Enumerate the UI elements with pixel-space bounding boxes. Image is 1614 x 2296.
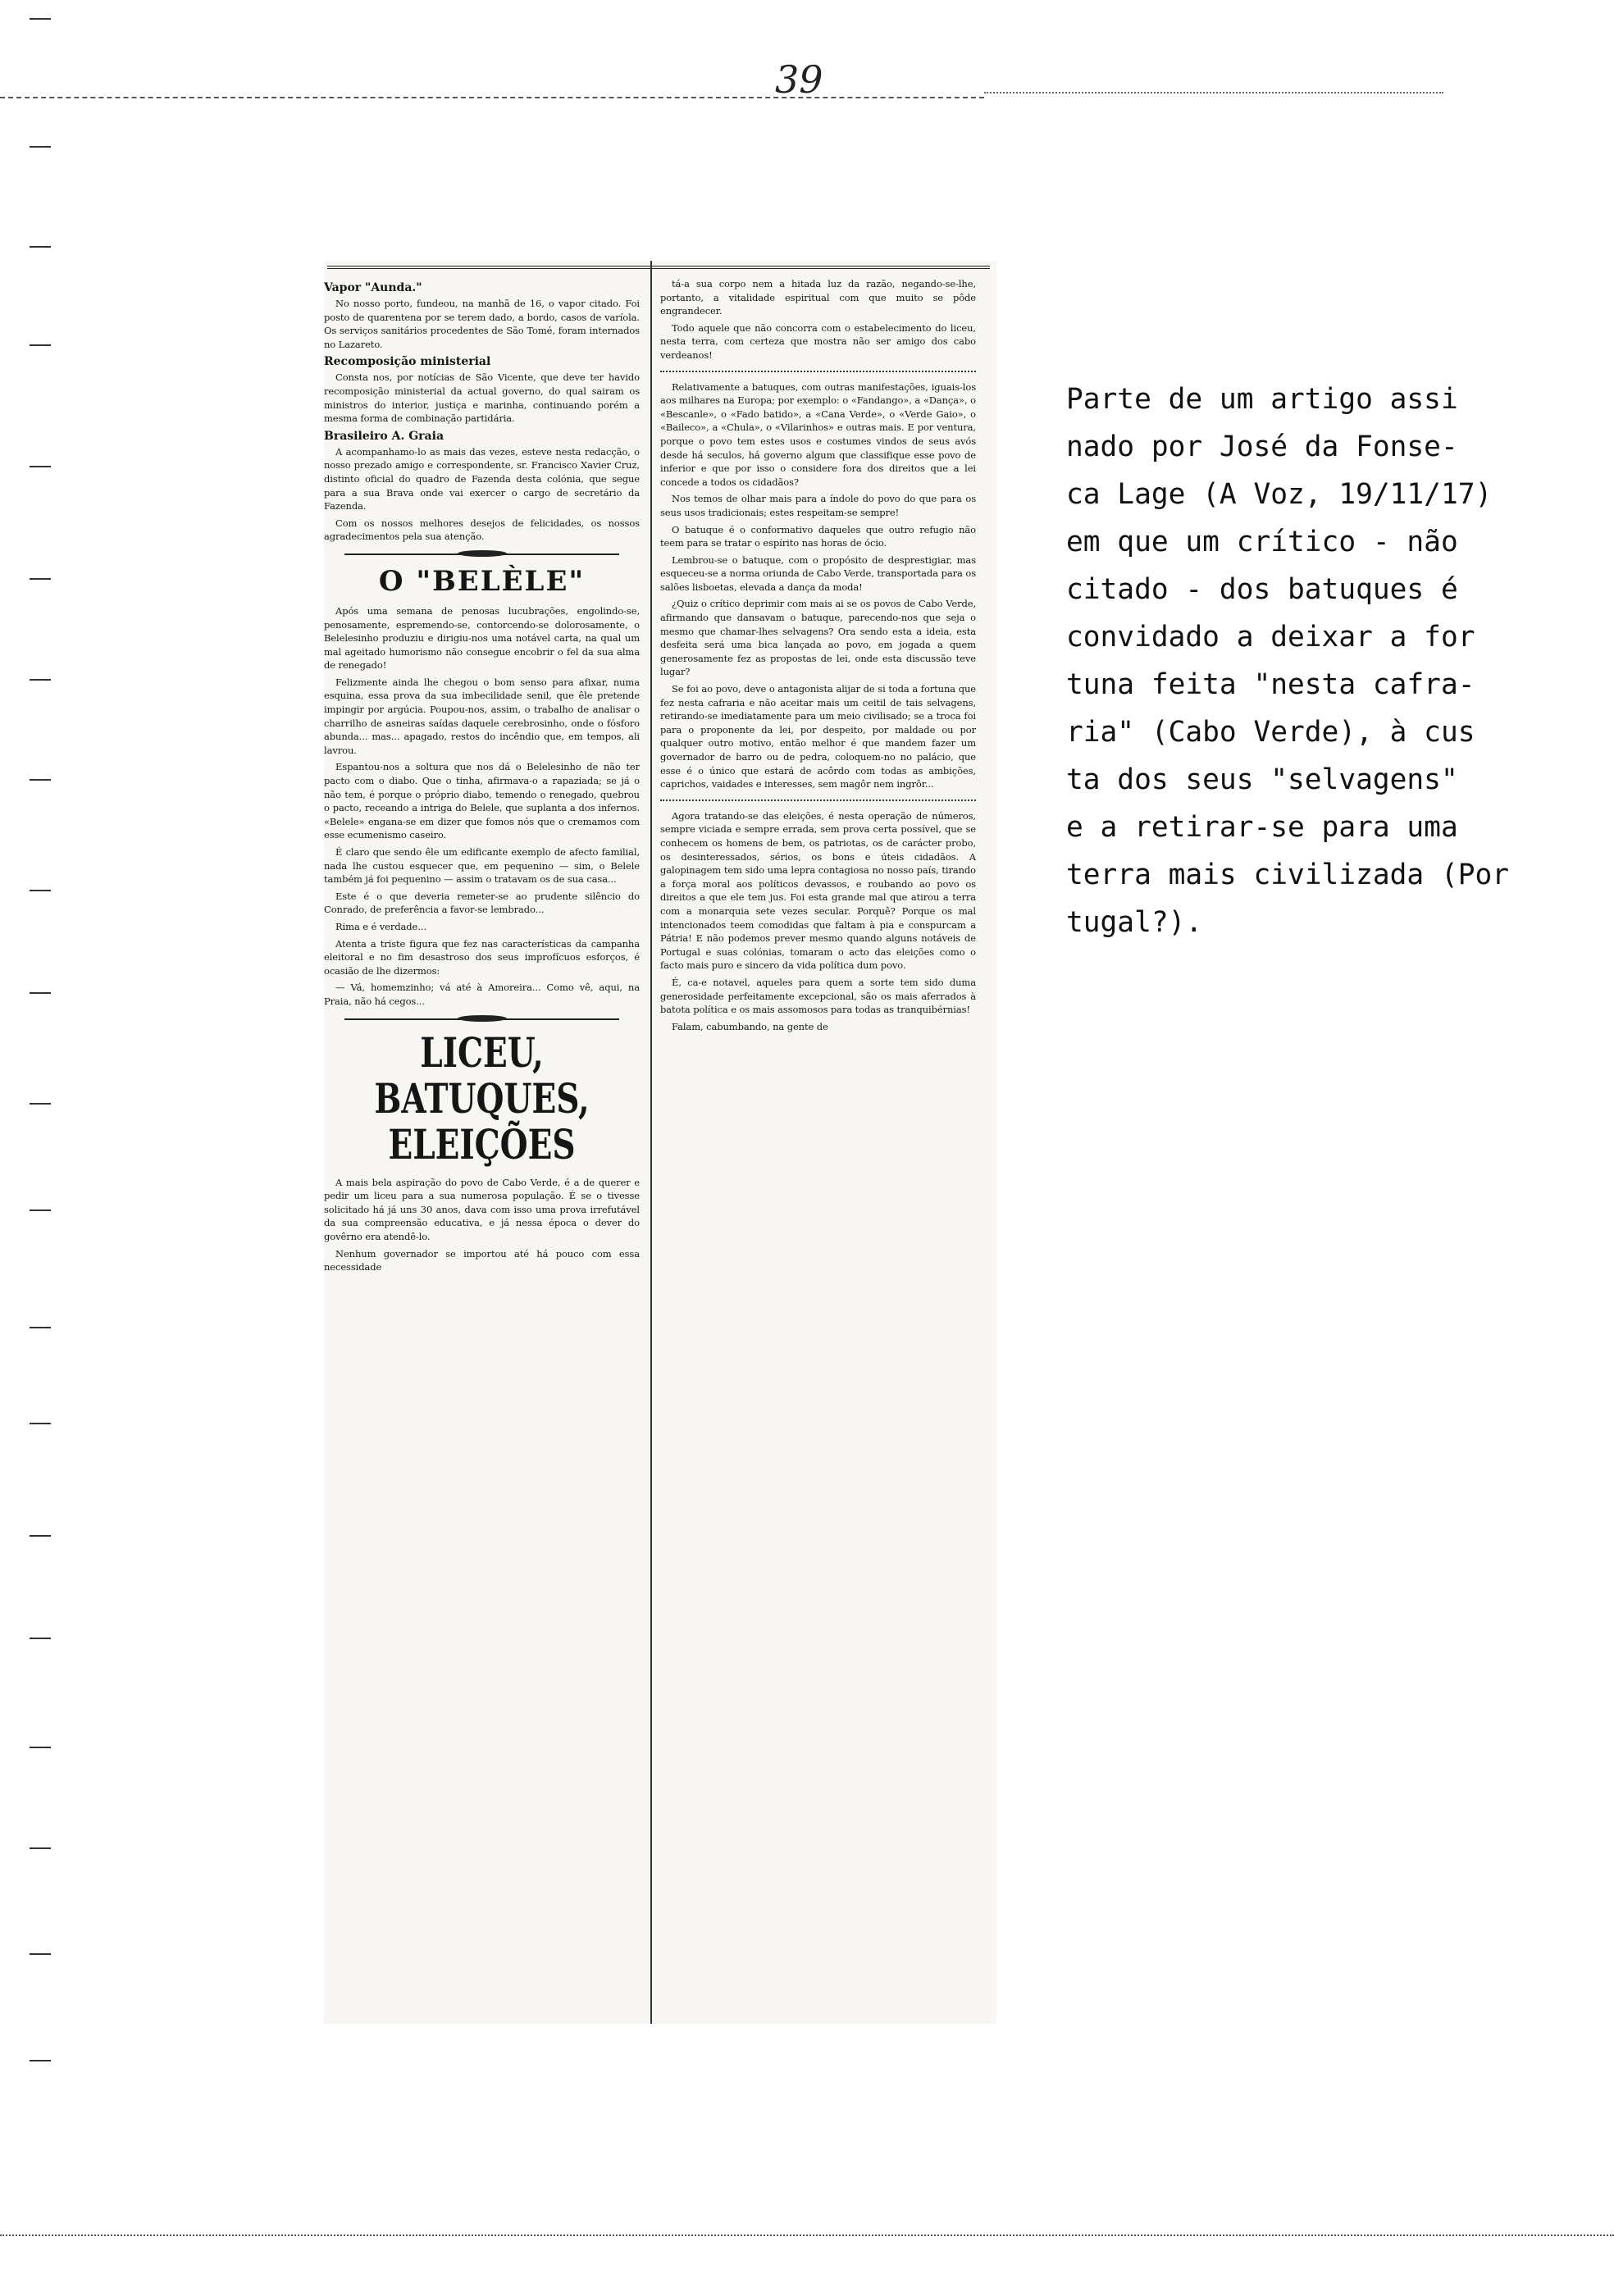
annotation-line: ta dos seus "selvagens" [1066, 763, 1458, 796]
annotation-line: tuna feita "nesta cafra- [1066, 668, 1475, 701]
article-paragraph: Lembrou-se o batuque, com o propósito de desprestigiar, mas esqueceu-se a norma oriunda de Cabo Verde, transportada para os salões lisboetas, elevada a dança da moda! [660, 554, 976, 593]
annotation-line: e a retirar-se para uma [1066, 811, 1458, 844]
page-number: 39 [775, 57, 823, 102]
annotation-line: ria" (Cabo Verde), à cus [1066, 716, 1475, 749]
article-paragraph: Espantou-nos a soltura que nos dá o Belelesinho de não ter pacto com o diabo. Que o tinha, afirmava-o a rapaziada; se já o não tem, é porque o próprio diabo, temendo o renegado, quebrou o pacto, receando a intriga do Belele, que suplanta a dos infernos. «Belele» engana-se em dizer que fomos nós que o cremamos com esse ecumenismo caseiro. [324, 761, 640, 841]
article-paragraph: Felizmente ainda lhe chegou o bom senso para afixar, numa esquina, essa prova da sua imbecilidade senil, que êle pretende impingir por argúcia. Poupou-nos, assim, o trabalho de analisar o charrilho de asneiras saídas daquele cerebrosinho, onde o fósforo abunda... mas... apagado, restos do incêndio que, em tempos, ali lavrou. [324, 676, 640, 756]
annotation-line: Parte de um artigo assi [1066, 383, 1458, 416]
annotation-line: nado por José da Fonse- [1066, 430, 1458, 463]
annotation-line: citado - dos batuques é [1066, 573, 1458, 606]
article-headline: O "BELÈLE" [378, 564, 586, 598]
article-paragraph: No nosso porto, fundeou, na manhã de 16, o vapor citado. Foi posto de quarentena por se terem dado, a bordo, casos de varíola. Os serviços sanitários procedentes de São Tomé, foram internados no Lazareto. [324, 298, 640, 350]
dotted-separator [660, 800, 976, 801]
bottom-rule [0, 2234, 1614, 2236]
dotted-separator [660, 371, 976, 372]
article-paragraph: É claro que sendo êle um edificante exemplo de afecto familial, nada lhe custou esquecer que, em pequenino — sim, o Belele também já foi pequenino — assim o tratavam os de sua casa... [324, 846, 640, 886]
article-paragraph: A acompanhamo-lo as mais das vezes, esteve nesta redacção, o nosso prezado amigo e correspondente, sr. Francisco Xavier Cruz, distinto oficial do quadro de Fazenda desta colónia, que segue para a sua Brava onde vai exercer o cargo de secretário da Fazenda. [324, 445, 640, 512]
article-paragraph: É, ca-e notavel, aqueles para quem a sorte tem sido duma generosidade perfeitamente excepcional, são os mais aferrados à batota política e os mais assomosos para todas as tranquibérnias! [660, 976, 976, 1016]
annotation-line: tugal?). [1066, 906, 1203, 939]
article-paragraph: Com os nossos melhores desejos de felicidades, os nossos agradecimentos pela sua atenção. [324, 517, 640, 543]
article-paragraph: Após uma semana de penosas lucubrações, engolindo-se, penosamente, espremendo-se, contorcendo-se dolorosamente, o Belelesinho produziu e dirigiu-nos uma notável carta, na qual um mal ageitado humorismo não consegue encobrir o fel da sua alma de renegado! [324, 604, 640, 672]
annotation-line: convidado a deixar a for [1066, 621, 1475, 654]
clipping-top-rule [327, 266, 990, 269]
margin-ticks [30, 0, 54, 2296]
article-paragraph: ¿Quiz o crítico deprimir com mais ai se os povos de Cabo Verde, afirmando que dansavam o batuque, parecendo-nos que seja o mesmo que chamar-lhes selvagens? Ora sendo esta a ideia, esta desfeita será uma bica lançada ao povo, em jogada a quem generosamente fez as propostas de lei, onde esta discussão teve lugar? [660, 598, 976, 678]
article-paragraph: tá-a sua corpo nem a hitada luz da razão, negando-se-lhe, portanto, a vitalidade espiritual com que muito se pôde engrandecer. [660, 278, 976, 317]
article-subhead: Vapor "Aunda." [324, 281, 422, 294]
clipping-right-column [660, 277, 976, 1036]
article-paragraph: Nenhum governador se importou até há pouco com essa necessidade [324, 1247, 640, 1273]
newspaper-clipping [324, 261, 996, 2024]
article-paragraph: Todo aquele que não concorra com o estabelecimento do liceu, nesta terra, com certeza que mostra não ser amigo dos cabo verdeanos! [660, 321, 976, 361]
article-headline: ELEIÇÕES [388, 1119, 576, 1168]
ornamental-rule [324, 1015, 640, 1023]
article-paragraph: Este é o que deveria remeter-se ao prudente silêncio do Conrado, de preferência a favor-se lembrado... [324, 890, 640, 916]
article-paragraph: Falam, cabumbando, na gente de [672, 1020, 828, 1032]
annotation-line: terra mais civilizada (Por [1066, 859, 1510, 891]
top-rule-right [984, 92, 1443, 93]
article-paragraph: — Vá, homemzinho; vá até à Amoreira... Como vê, aqui, na Praia, não há cegos... [324, 982, 640, 1007]
typed-annotation [1066, 376, 1591, 946]
annotation-line: ca Lage (A Voz, 19/11/17) [1066, 478, 1493, 511]
article-paragraph: Agora tratando-se das eleições, é nesta operação de números, sempre viciada e sempre errada, sem prova certa possível, que se conhecem os homens de bem, os patriotas, os de carácter probo, os desinteressados, sérios, os bons e úteis cidadãos. A galopinagem tem sido uma lepra contagiosa no nosso país, tirando a força moral aos políticos devassos, e roubando ao povo os direitos a que ele tem jus. Foi esta grande mal que atirou a terra com a monarquia sete vezes secular. Porquê? Porque os mal intencionados teem comodidas que faltam à pia e conspurcam a Pátria! E não podemos prever mesmo quando alguns notáveis de Portugal e suas colónias, tomaram o acto das eleições como o facto mais puro e sincero da vida política dum povo. [660, 809, 976, 972]
article-subhead: Recomposição ministerial [324, 355, 491, 369]
article-paragraph: Relativamente a batuques, com outras manifestações, iguais-los aos milhares na Europa; por exemplo: o «Fandango», a «Dança», o «Bescanle», o «Fado batido», a «Cana Verde», o «Verde Gaio», o «Baileco», a «Chula», o «Vilarinhos» e outras mais. E por ventura, porque o povo tem estes usos e costumes vindos de seus avós desde há seculos, há governo algum que classifique esse povo de inferior e que por isso o considere fora dos direitos que a lei concede a todos os cidadãos? [660, 380, 976, 488]
article-subhead: Brasileiro A. Graia [324, 429, 445, 443]
ornamental-rule [324, 550, 640, 558]
clipping-left-column [324, 277, 640, 1278]
article-paragraph: Consta nos, por notícias de São Vicente, que deve ter havido recomposição ministerial da actual governo, do qual sairam os ministros do interior, justiça e marinha, continuando porém a mesma forma de combinação partidária. [324, 371, 640, 425]
annotation-line: em que um crítico - não [1066, 526, 1458, 558]
article-paragraph: Rima e é verdade... [335, 920, 426, 932]
top-rule [0, 97, 984, 98]
article-headline: LICEU, BATUQUES, [374, 1027, 590, 1123]
article-paragraph: O batuque é o conformativo daqueles que outro refugio não teem para se tratar o espírito nas horas de ócio. [660, 523, 976, 549]
article-paragraph: Nos temos de olhar mais para a índole do povo do que para os seus usos tradicionais; estes respeitam-se sempre! [660, 493, 976, 518]
article-paragraph: A mais bela aspiração do povo de Cabo Verde, é a de querer e pedir um liceu para a sua numerosa população. É se o tivesse solicitado há já uns 30 anos, dava com isso uma prova irrefutável da sua compreensão educativa, e já nessa época o dever do govêrno era atendê-lo. [324, 1176, 640, 1242]
article-paragraph: Atenta a triste figura que fez nas características da campanha eleitoral e no fim desastroso dos seus improfícuos esforços, é ocasião de lhe dizermos: [324, 937, 640, 977]
column-divider [650, 261, 652, 2024]
article-paragraph: Se foi ao povo, deve o antagonista alijar de si toda a fortuna que fez nesta cafraria e não aceitar mais um ceitil de tais selvagens, retirando-se imediatamente para um meio civilisado; se a troca foi para o proponente da lei, por despeito, por maldade ou por qualquer outro motivo, então melhor é que mandem fazer um governador de barro ou de pedra, coloquem-no no palácio, que esse é o único que estará de acôrdo com todas as ambições, caprichos, vaidades e interesses, sem magôr nem ingrôr... [660, 683, 976, 790]
